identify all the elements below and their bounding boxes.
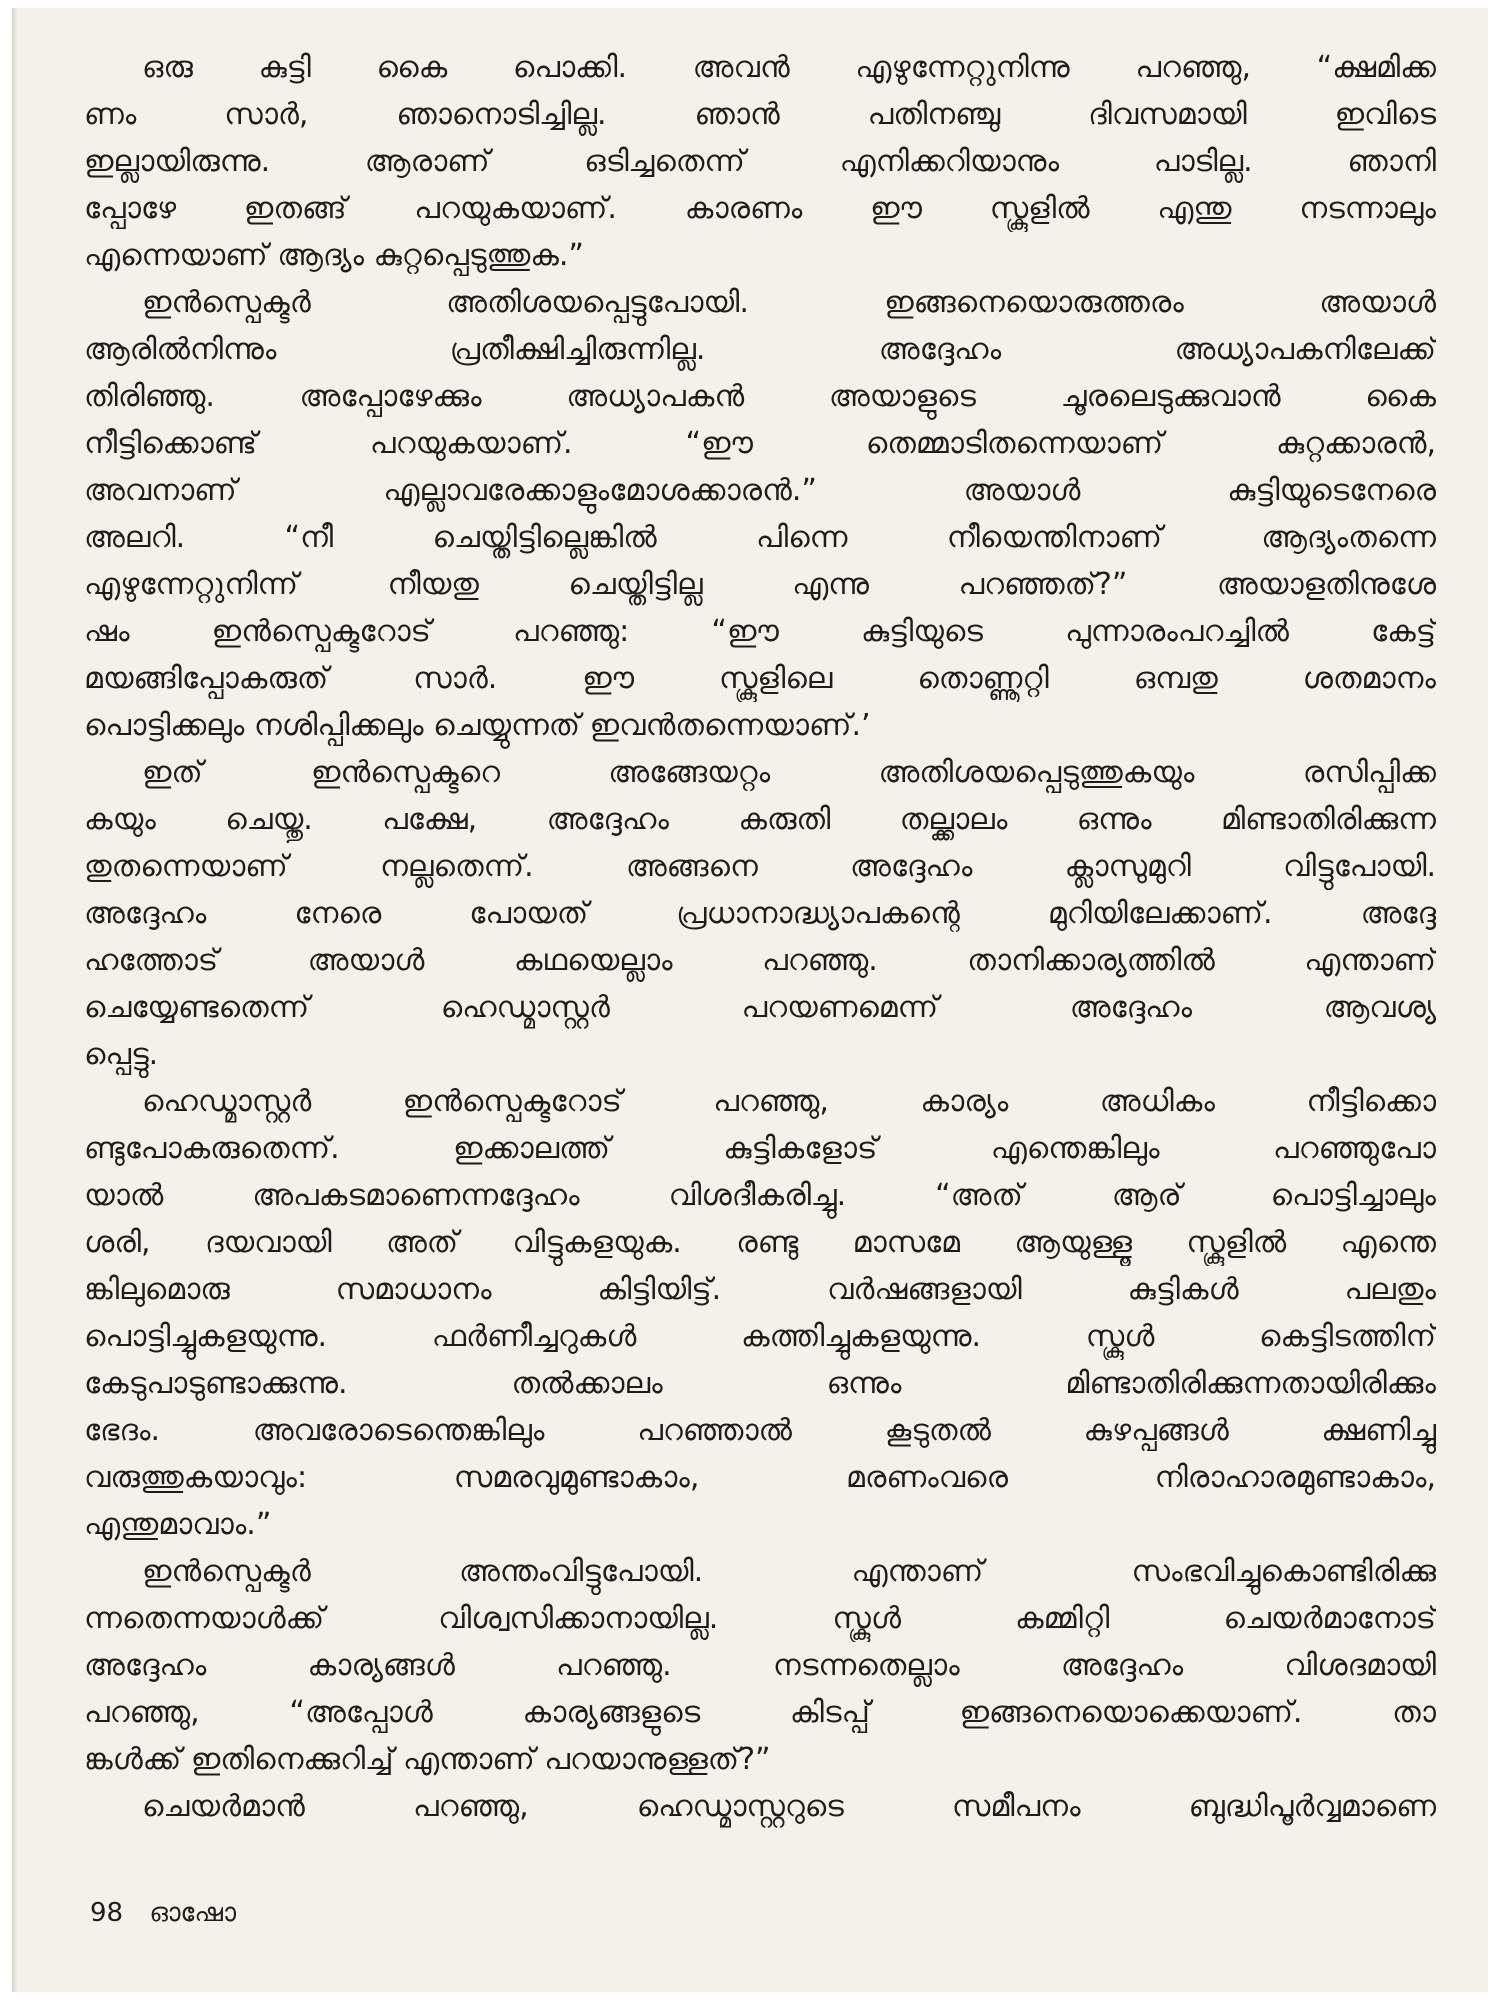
text-line: പ്പോഴേ ഇതങ്ങ് പറയുകയാണ്. കാരണം ഈ സ്കൂളിൽ എന്തു നടന്നാലും: [84, 191, 1436, 226]
text-line: നീട്ടിക്കൊണ്ട് പറയുകയാണ്. “ഈ തെമ്മാടിതന്നെയാണ് കുറ്റക്കാരൻ,: [84, 426, 1436, 461]
text-line: ഒരു കുട്ടി കൈ പൊക്കി. അവൻ എഴുന്നേറ്റുനിന്നു പറഞ്ഞു, “ക്ഷമിക്ക: [142, 50, 1436, 85]
author-name: ഓഷോ: [149, 1898, 237, 1928]
text-line: ഹത്തോട് അയാൾ കഥയെല്ലാം പറഞ്ഞു. താനിക്കാര്യത്തിൽ എന്താണ്: [84, 943, 1436, 978]
text-line: അലറി. “നീ ചെയ്തിട്ടില്ലെങ്കിൽ പിന്നെ നീയെന്തിനാണ് ആദ്യംതന്നെ: [84, 520, 1436, 555]
text-line: പറഞ്ഞു, “അപ്പോൾ കാര്യങ്ങളുടെ കിടപ്പ് ഇങ്ങനെയൊക്കെയാണ്. താ: [84, 1695, 1436, 1730]
page-footer: [90, 1898, 254, 1929]
text-line: പൊട്ടിക്കലും നശിപ്പിക്കലും ചെയ്യുന്നത് ഇവൻതന്നെയാണ്.’: [84, 708, 871, 743]
text-paragraphs: [84, 44, 1436, 1830]
text-line: മയങ്ങിപ്പോകരുത് സാർ. ഈ സ്കൂളിലെ തൊണ്ണൂറ്റി ഒമ്പതു ശതമാനം: [84, 661, 1436, 696]
text-line: ണ്ടുപോകരുതെന്ന്. ഇക്കാലത്ത് കുട്ടികളോട് എന്തെങ്കിലും പറഞ്ഞുപോ: [84, 1131, 1436, 1166]
text-line: ഭേദം. അവരോടെന്തെങ്കിലും പറഞ്ഞാൽ കൂടുതൽ കുഴപ്പങ്ങൾ ക്ഷണിച്ചു: [84, 1413, 1436, 1448]
text-line: ശരി, ദയവായി അത് വിട്ടുകളയുക. രണ്ടു മാസമേ ആയുള്ളൂ സ്കൂളിൽ എന്തെ: [84, 1225, 1436, 1260]
text-line: പ്പെട്ടു.: [84, 1037, 159, 1072]
text-line: ഇൻസ്പെക്ടർ അതിശയപ്പെട്ടുപോയി. ഇങ്ങനെയൊരുത്തരം അയാൾ: [142, 285, 1436, 320]
text-line: അദ്ദേഹം നേരെ പോയത് പ്രധാനാദ്ധ്യാപകന്റെ മുറിയിലേക്കാണ്. അദ്ദേ: [84, 896, 1436, 931]
text-line: കയും ചെയ്തു. പക്ഷേ, അദ്ദേഹം കരുതി തല്ക്കാലം ഒന്നും മിണ്ടാതിരിക്കുന്ന: [84, 802, 1436, 837]
text-line: ഹെഡ്മാസ്റ്റർ ഇൻസ്പെക്ടറോട് പറഞ്ഞു, കാര്യം അധികം നീട്ടിക്കൊ: [142, 1084, 1436, 1119]
text-line: എന്തുമാവാം.”: [84, 1507, 272, 1542]
page-number: 98: [90, 1898, 124, 1928]
text-line: എന്നെയാണ് ആദ്യം കുറ്റപ്പെടുത്തുക.”: [84, 238, 584, 273]
body-text: [84, 44, 1436, 1830]
text-line: ഇല്ലായിരുന്നു. ആരാണ് ഒടിച്ചതെന്ന് എനിക്കറിയാനും പാടില്ല. ഞാനി: [84, 144, 1436, 179]
text-line: തുതന്നെയാണ് നല്ലതെന്ന്. അങ്ങനെ അദ്ദേഹം ക്ലാസുമുറി വിട്ടുപോയി.: [84, 849, 1436, 884]
text-line: ണം സാർ, ഞാനൊടിച്ചില്ല. ഞാൻ പതിനഞ്ചു ദിവസമായി ഇവിടെ: [84, 97, 1436, 132]
text-line: കേടുപാടുണ്ടാക്കുന്നു. തൽക്കാലം ഒന്നും മിണ്ടാതിരിക്കുന്നതായിരിക്കും: [84, 1366, 1436, 1401]
text-line: ആരിൽനിന്നും പ്രതീക്ഷിച്ചിരുന്നില്ല. അദ്ദേഹം അധ്യാപകനിലേക്ക്: [84, 332, 1436, 367]
text-line: ഷം ഇൻസ്പെക്ടറോട് പറഞ്ഞു: “ഈ കുട്ടിയുടെ പുന്നാരംപറച്ചിൽ കേട്ട്: [84, 614, 1436, 649]
text-line: ഇൻസ്പെക്ടർ അന്തംവിട്ടുപോയി. എന്താണ് സംഭവിച്ചുകൊണ്ടിരിക്കു: [142, 1554, 1436, 1589]
text-line: യാൽ അപകടമാണെന്നദ്ദേഹം വിശദീകരിച്ചു. “അത് ആര് പൊട്ടിച്ചാലും: [84, 1178, 1436, 1213]
text-line: തിരിഞ്ഞു. അപ്പോഴേക്കും അധ്യാപകൻ അയാളുടെ ചൂരലെടുക്കുവാൻ കൈ: [84, 379, 1436, 414]
text-line: ചെയ്യേണ്ടതെന്ന് ഹെഡ്മാസ്റ്റർ പറയണമെന്ന് അദ്ദേഹം ആവശ്യ: [84, 990, 1436, 1025]
text-line: ങ്കൾക്ക് ഇതിനെക്കുറിച്ച് എന്താണ് പറയാനുള്ളത്?”: [84, 1742, 771, 1777]
text-line: എഴുന്നേറ്റുനിന്ന് നീയതു ചെയ്തിട്ടില്ല എന്നു പറഞ്ഞത്?” അയാളതിനുശേ: [84, 567, 1436, 602]
text-line: ന്നതെന്നയാൾക്ക് വിശ്വസിക്കാനായില്ല. സ്കൂൾ കമ്മിറ്റി ചെയർമാനോട്: [84, 1601, 1436, 1636]
text-line: വരുത്തുകയാവും: സമരവുമുണ്ടാകാം, മരണംവരെ നിരാഹാരമുണ്ടാകാം,: [84, 1460, 1436, 1495]
text-line: പൊട്ടിച്ചുകളയുന്നു. ഫർണീച്ചറുകൾ കത്തിച്ചുകളയുന്നു. സ്കൂൾ കെട്ടിടത്തിന്: [84, 1319, 1436, 1354]
book-page: [12, 8, 1488, 1992]
text-line: അവനാണ് എല്ലാവരേക്കാളുംമോശക്കാരൻ.” അയാൾ കുട്ടിയുടെനേരെ: [84, 473, 1436, 508]
text-line: ങ്കിലുമൊരു സമാധാനം കിട്ടിയിട്ട്. വർഷങ്ങളായി കുട്ടികൾ പലതും: [84, 1272, 1436, 1307]
scan-edge: [12, 8, 18, 1992]
text-line: ഇത് ഇൻസ്പെക്ടറെ അങ്ങേയറ്റം അതിശയപ്പെടുത്തുകയും രസിപ്പിക്ക: [142, 755, 1436, 790]
text-line: അദ്ദേഹം കാര്യങ്ങൾ പറഞ്ഞു. നടന്നതെല്ലാം അദ്ദേഹം വിശദമായി: [84, 1648, 1436, 1683]
text-line: ചെയർമാൻ പറഞ്ഞു, ഹെഡ്മാസ്റ്ററുടെ സമീപനം ബുദ്ധിപൂർവ്വമാണെ: [142, 1789, 1436, 1824]
